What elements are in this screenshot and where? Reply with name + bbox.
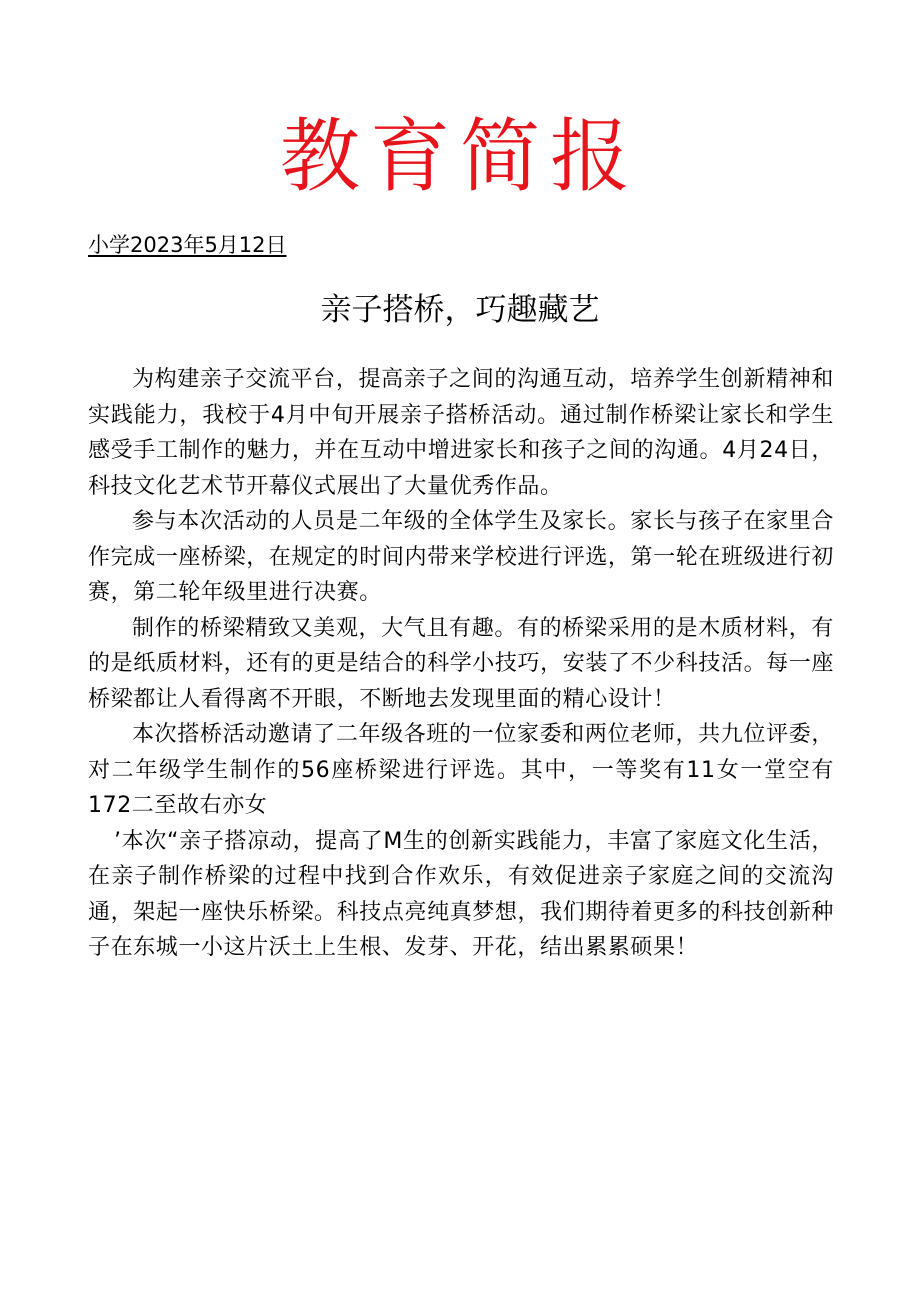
article-paragraph-2: 参与本次活动的人员是二年级的全体学生及家长。家长与孩子在家里合作完成一座桥梁，在规定的时间内带来学校进行评选，第一轮在班级进行初赛，第二轮年级里进行决赛。 [88, 509, 834, 605]
article-paragraph-3: 制作的桥梁精致又美观，大气且有趣。有的桥梁采用的是木质材料，有的是纸质材料，还有的更是结合的科学小技巧，安装了不少科技活。每一座桥梁都让人看得离不开眼，不断地去发现里面的精心设计！ [88, 615, 834, 712]
article-paragraph-5: ’本次“亲子搭凉动，提高了M生的创新实践能力，丰富了家庭文化生活，在亲子制作桥梁的过程中找到合作欢乐，有效促进亲子家庭之间的交流沟通，架起一座快乐桥梁。科技点亮纯真梦想，我们期待着更多的科技创新种子在东城一小这片沃土上生根、发芽、开花，结出累累硕果！ [88, 828, 834, 960]
article-paragraph-1: 为构建亲子交流平台，提高亲子之间的沟通互动，培养学生创新精神和实践能力，我校于4月中旬开展亲子搭桥活动。通过制作桥梁让家长和学生感受手工制作的魅力，并在互动中增进家长和孩子之间的沟通。4月24日，科技文化艺术节开幕仪式展出了大量优秀作品。 [88, 367, 834, 499]
article-paragraph-4: 本次搭桥活动邀请了二年级各班的一位家委和两位老师，共九位评委，对二年级学生制作的56座桥梁进行评选。其中，一等奖有11女一堂空有172二至故右亦女 [88, 722, 834, 818]
newsletter-masthead: 教育简报 [280, 110, 640, 203]
article-headline: 亲子搭桥，巧趣藏艺 [320, 292, 600, 328]
article-body [88, 362, 834, 966]
dateline: 小学2023年5月12日 [88, 233, 287, 257]
